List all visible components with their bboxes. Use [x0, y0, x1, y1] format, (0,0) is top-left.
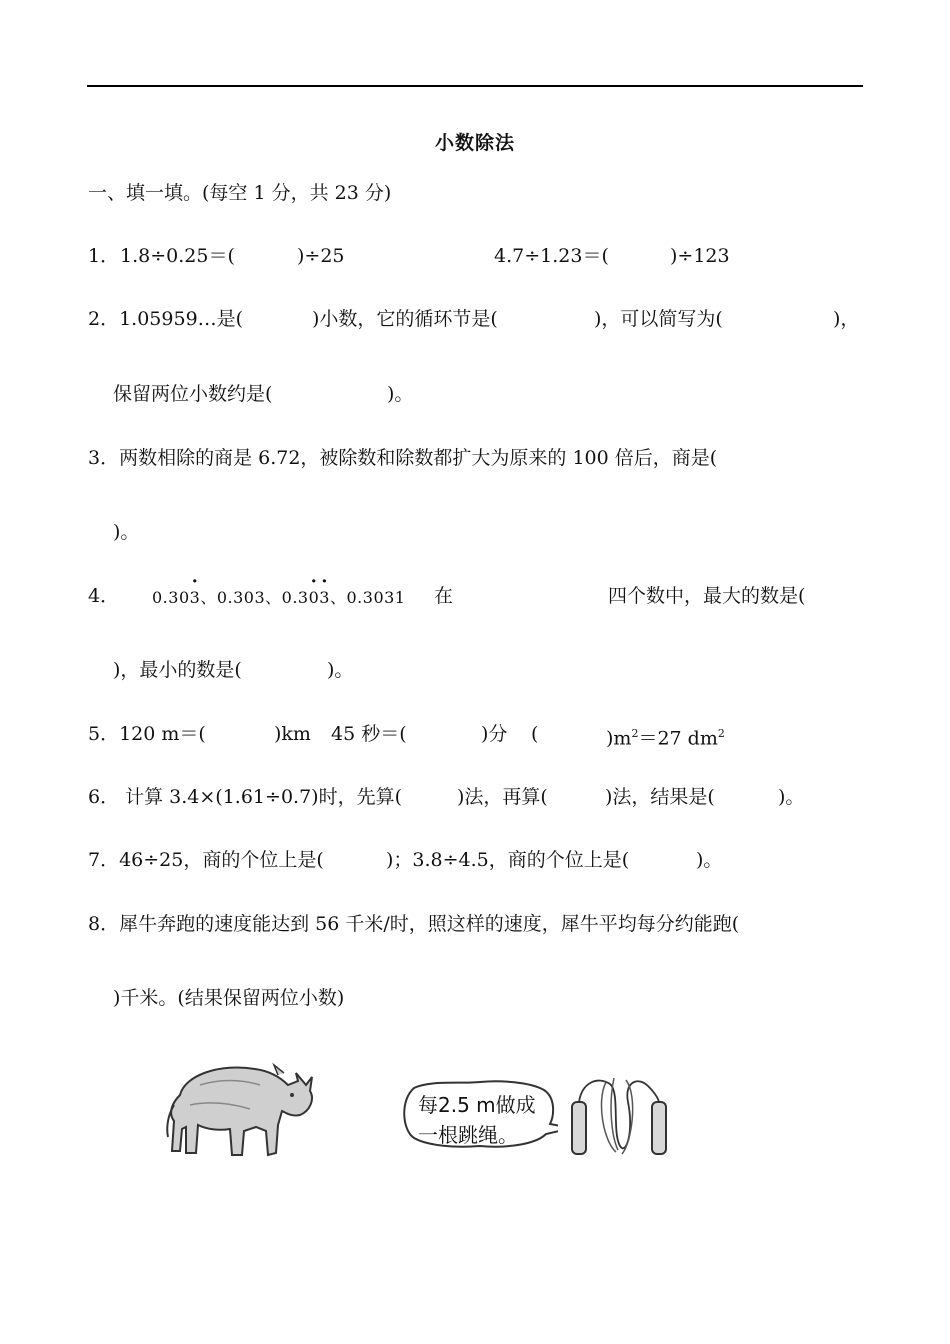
repeat-dot-digit: · 3 [319, 585, 330, 611]
repeat-dot-digit: · 0 [309, 585, 320, 611]
question-3-line-2: )。 [113, 521, 140, 543]
q1-expr-b: 4.7÷1.23＝( [494, 245, 609, 267]
q1-expr-b-end: )÷123 [670, 245, 730, 267]
question-8-line-1: 8．犀牛奔跑的速度能达到 56 千米/时，照这样的速度，犀牛平均每分约能跑( [88, 913, 740, 935]
speech-bubble-text: 每2.5 m做成 一根跳绳。 [418, 1093, 536, 1147]
q1-expr-a: 1.8÷0.25＝( [120, 245, 235, 267]
header-rule [87, 85, 863, 87]
page-title: 小数除法 [434, 132, 515, 154]
rhino-illustration [160, 1055, 320, 1165]
section-heading: 一、填一填。(每空 1 分，共 23 分) [88, 182, 392, 204]
q1-expr-a-end: )÷25 [297, 245, 345, 267]
question-3-line-1: 3．两数相除的商是 6.72，被除数和除数都扩大为原来的 100 倍后，商是( [88, 447, 718, 469]
question-8-line-2: )千米。(结果保留两位小数) [113, 987, 345, 1009]
repeat-dot-digit: · 3 [190, 585, 201, 611]
jump-rope-illustration [568, 1072, 678, 1162]
repeating-decimal-list: 0.30· 3、0.303、0.3· 0· 3、0.3031 [152, 585, 405, 611]
